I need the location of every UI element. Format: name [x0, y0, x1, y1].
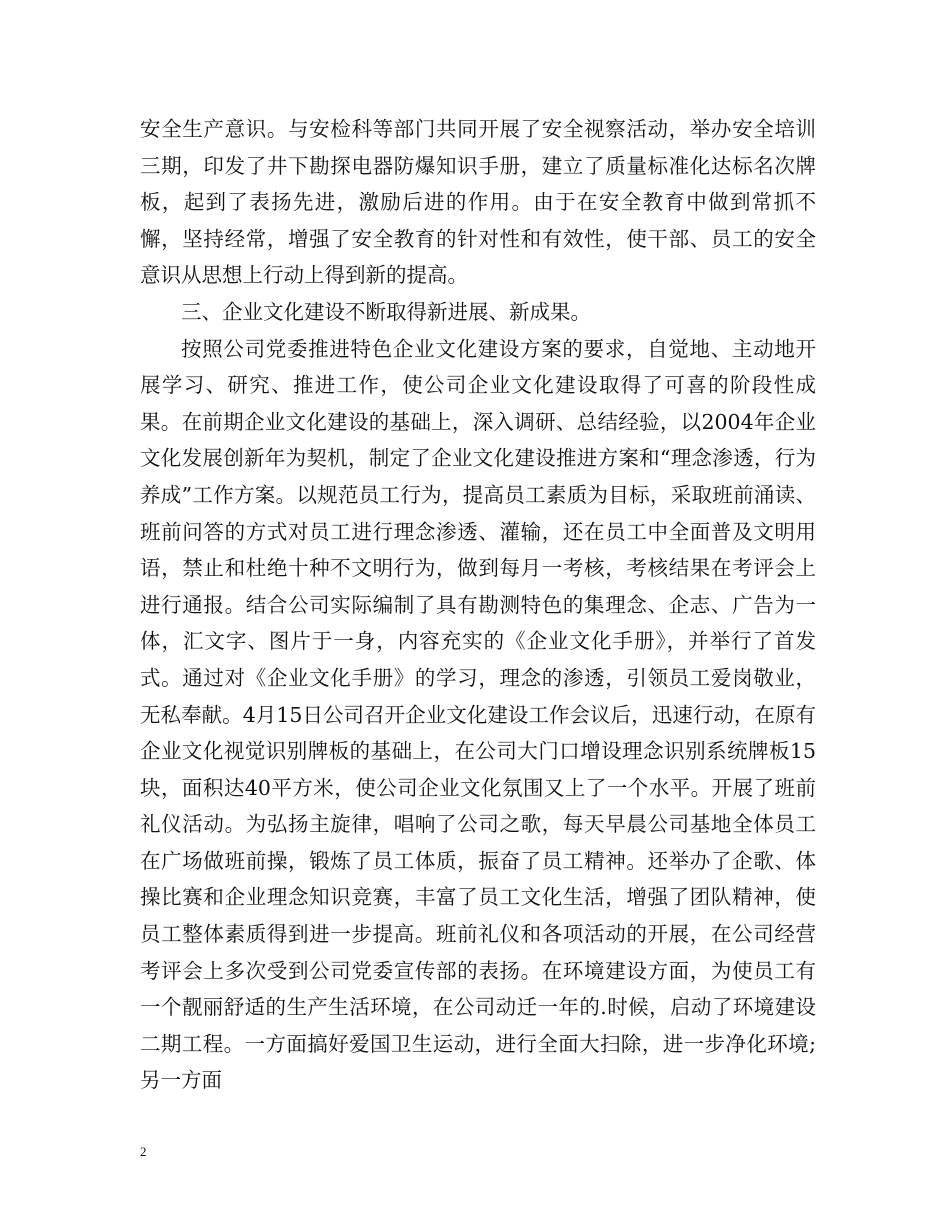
- paragraph-safety-awareness: 安全生产意识。与安检科等部门共同开展了安全视察活动，举办安全培训三期，印发了井下勘探电器防爆知识手册，建立了质量标准化达标名次牌板，起到了表扬先进，激励后进的作用。由于在安全教育中做到常抓不懈，坚持经常，增强了安全教育的针对性和有效性，使干部、员工的安全意识从思想上行动上得到新的提高。: [140, 117, 816, 288]
- section-heading-corporate-culture: 三、企业文化建设不断取得新进展、新成果。: [181, 299, 591, 324]
- paragraph-corporate-culture: 按照公司党委推进特色企业文化建设方案的要求，自觉地、主动地开展学习、研究、推进工作，使公司企业文化建设取得了可喜的阶段性成果。在前期企业文化建设的基础上，深入调研、总结经验，以2004年企业文化发展创新年为契机，制定了企业文化建设推进方案和“理念渗透，行为养成”工作方案。以规范员工行为，提高员工素质为目标，采取班前涌读、班前问答的方式对员工进行理念渗透、灌输，还在员工中全面普及文明用语，禁止和杜绝十种不文明行为，做到每月一考核，考核结果在考评会上进行通报。结合公司实际编制了具有勘测特色的集理念、企志、广告为一体，汇文字、图片于一身，内容充实的《企业文化手册》，并举行了首发式。通过对《企业文化手册》的学习，理念的渗透，引领员工爱岗敬业，无私奉献。4月15日公司召开企业文化建设工作会议后，迅速行动，在原有企业文化视觉识别牌板的基础上，在公司大门口增设理念识别系统牌板15块，面积达40平方米，使公司企业文化氛围又上了一个水平。开展了班前礼仪活动。为弘扬主旋律，唱响了公司之歌，每天早晨公司基地全体员工在广场做班前操，锻炼了员工体质，振奋了员工精神。还举办了企歌、体操比赛和企业理念知识竞赛，丰富了员工文化生活，增强了团队精神，使员工整体素质得到进一步提高。班前礼仪和各项活动的开展，在公司经营考评会上多次受到公司党委宣传部的表扬。在环境建设方面，为使员工有一个靓丽舒适的生产生活环境，在公司动迁一年的.时候，启动了环境建设二期工程。一方面搞好爱国卫生运动，进行全面大扫除，进一步净化环境;另一方面: [140, 336, 816, 1093]
- page-number: 2: [140, 1144, 147, 1159]
- document-body: [140, 111, 816, 1099]
